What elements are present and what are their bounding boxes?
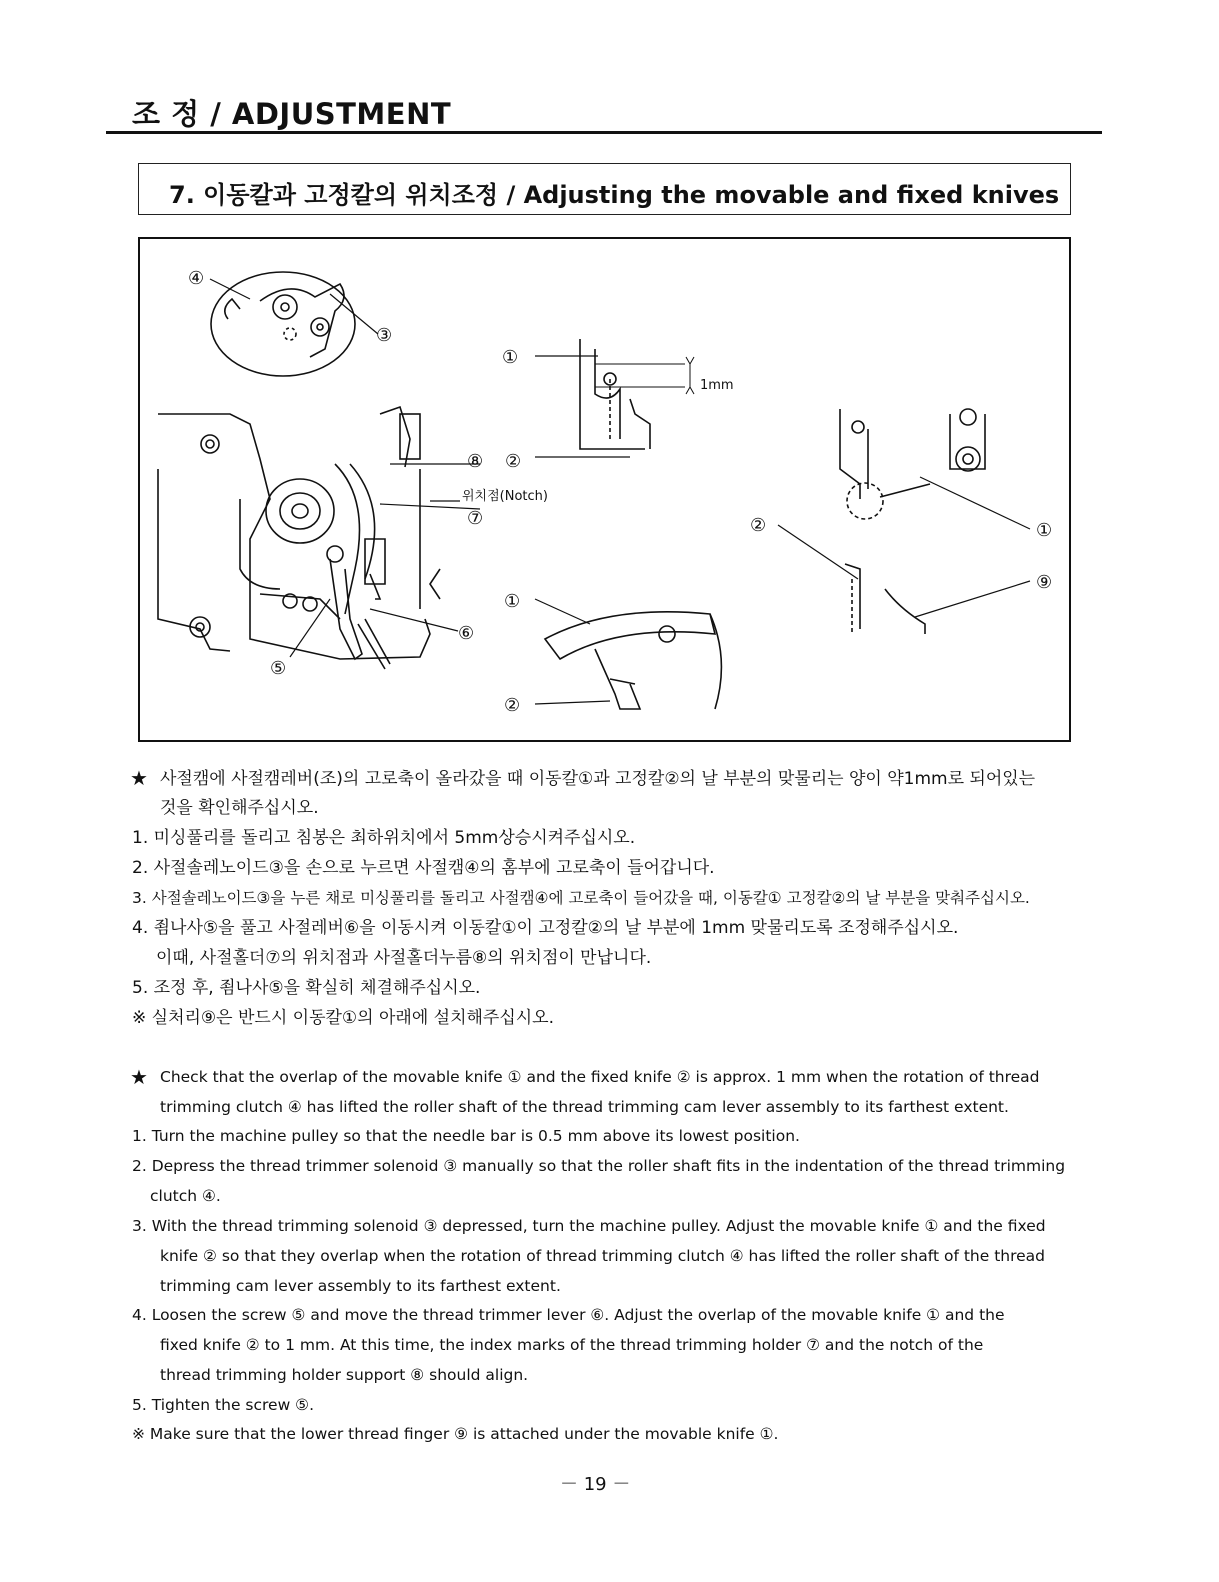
callout-6: ⑥ [458, 623, 475, 644]
ko-star-line2: 것을 확인해주십시오. [160, 798, 319, 818]
en-step3b: knife ② so that they overlap when the rotation of thread trimming clutch ④ has lifted the roller shaft of the thread [160, 1247, 1045, 1265]
mechanism-illustration [140, 239, 1073, 744]
ko-step2: 2. 사절솔레노이드③을 손으로 누르면 사절캠④의 홈부에 고로축이 들어갑니다. [132, 858, 715, 878]
star-marker-en: ★ [130, 1065, 148, 1089]
knife-detail-top [535, 339, 694, 457]
callout-8: ⑧ [467, 451, 484, 472]
star-marker-ko: ★ [130, 766, 148, 790]
knife-detail-bottom [535, 599, 721, 709]
ko-star-line1: 사절캠에 사절캠레버(조)의 고로축이 올라갔을 때 이동칼①과 고정칼②의 날 부분의 맞물리는 양이 약1mm로 되어있는 [160, 769, 1036, 789]
figure-panel [138, 237, 1071, 742]
en-step4b: fixed knife ② to 1 mm. At this time, the index marks of the thread trimming holder ⑦ and the notch of the [160, 1336, 984, 1354]
ko-step4a: 4. 죔나사⑤을 풀고 사절레버⑥을 이동시켜 이동칼①이 고정칼②의 날 부분에 1mm 맞물리도록 조정해주십시오. [132, 918, 959, 938]
hook-assembly [158, 407, 440, 669]
header-rule [106, 131, 1102, 134]
page-header: 조 정 / ADJUSTMENT [132, 97, 452, 131]
knife-detail-right [778, 409, 1030, 634]
en-step4c: thread trimming holder support ⑧ should align. [160, 1366, 529, 1384]
callout-5: ⑤ [270, 658, 287, 679]
callout-1-right: ① [1036, 520, 1053, 541]
en-step5: 5. Tighten the screw ⑤. [132, 1396, 314, 1414]
dimension-label: 1mm [700, 378, 734, 393]
en-step3c: trimming cam lever assembly to its farthest extent. [160, 1277, 561, 1295]
en-star-line2: trimming clutch ④ has lifted the roller shaft of the thread trimming cam lever assembly to its farthest extent. [160, 1098, 1009, 1116]
callout-9: ⑨ [1036, 572, 1053, 593]
callout-2-top: ② [505, 451, 522, 472]
notch-label: 위치점(Notch) [462, 489, 548, 504]
callout-1-bottom: ① [504, 591, 521, 612]
ko-step4b: 이때, 사절홀더⑦의 위치점과 사절홀더누름⑧의 위치점이 만납니다. [156, 948, 652, 968]
ko-step3: 3. 사절솔레노이드③을 누른 채로 미싱풀리를 돌리고 사절캠④에 고로축이 들어갔을 때, 이동칼① 고정칼②의 날 부분을 맞춰주십시오. [132, 889, 1030, 907]
en-star-line1: Check that the overlap of the movable knife ① and the fixed knife ② is approx. 1 mm when the rotation of thread [160, 1068, 1040, 1086]
callout-7: ⑦ [467, 508, 484, 529]
section-title-box [138, 163, 1071, 215]
en-step2b: clutch ④. [150, 1187, 221, 1205]
callout-2-bottom: ② [504, 695, 521, 716]
page-number: － 19 － [560, 1474, 631, 1495]
callout-2-right: ② [750, 515, 767, 536]
clutch-inset [211, 272, 355, 376]
section-title: 7. 이동칼과 고정칼의 위치조정 / Adjusting the movable and fixed knives [169, 181, 1060, 209]
ko-note: ※ 실처리⑨은 반드시 이동칼①의 아래에 설치해주십시오. [132, 1008, 555, 1028]
en-step3a: 3. With the thread trimming solenoid ③ depressed, turn the machine pulley. Adjust the movable knife ① and the fixed [132, 1217, 1046, 1235]
en-step4a: 4. Loosen the screw ⑤ and move the thread trimmer lever ⑥. Adjust the overlap of the movable knife ① and the [132, 1306, 1005, 1324]
en-note: ※ Make sure that the lower thread finger ⑨ is attached under the movable knife ①. [132, 1425, 779, 1443]
ko-step5: 5. 조정 후, 죔나사⑤을 확실히 체결해주십시오. [132, 978, 481, 998]
callout-4-inset: ④ [188, 268, 205, 289]
ko-step1: 1. 미싱풀리를 돌리고 침봉은 최하위치에서 5mm상승시켜주십시오. [132, 828, 636, 848]
en-step2a: 2. Depress the thread trimmer solenoid ③ manually so that the roller shaft fits in the indentation of the thread trimming [132, 1157, 1066, 1175]
callout-1-top: ① [502, 347, 519, 368]
en-step1: 1. Turn the machine pulley so that the needle bar is 0.5 mm above its lowest position. [132, 1127, 800, 1145]
callout-3-inset: ③ [376, 325, 393, 346]
